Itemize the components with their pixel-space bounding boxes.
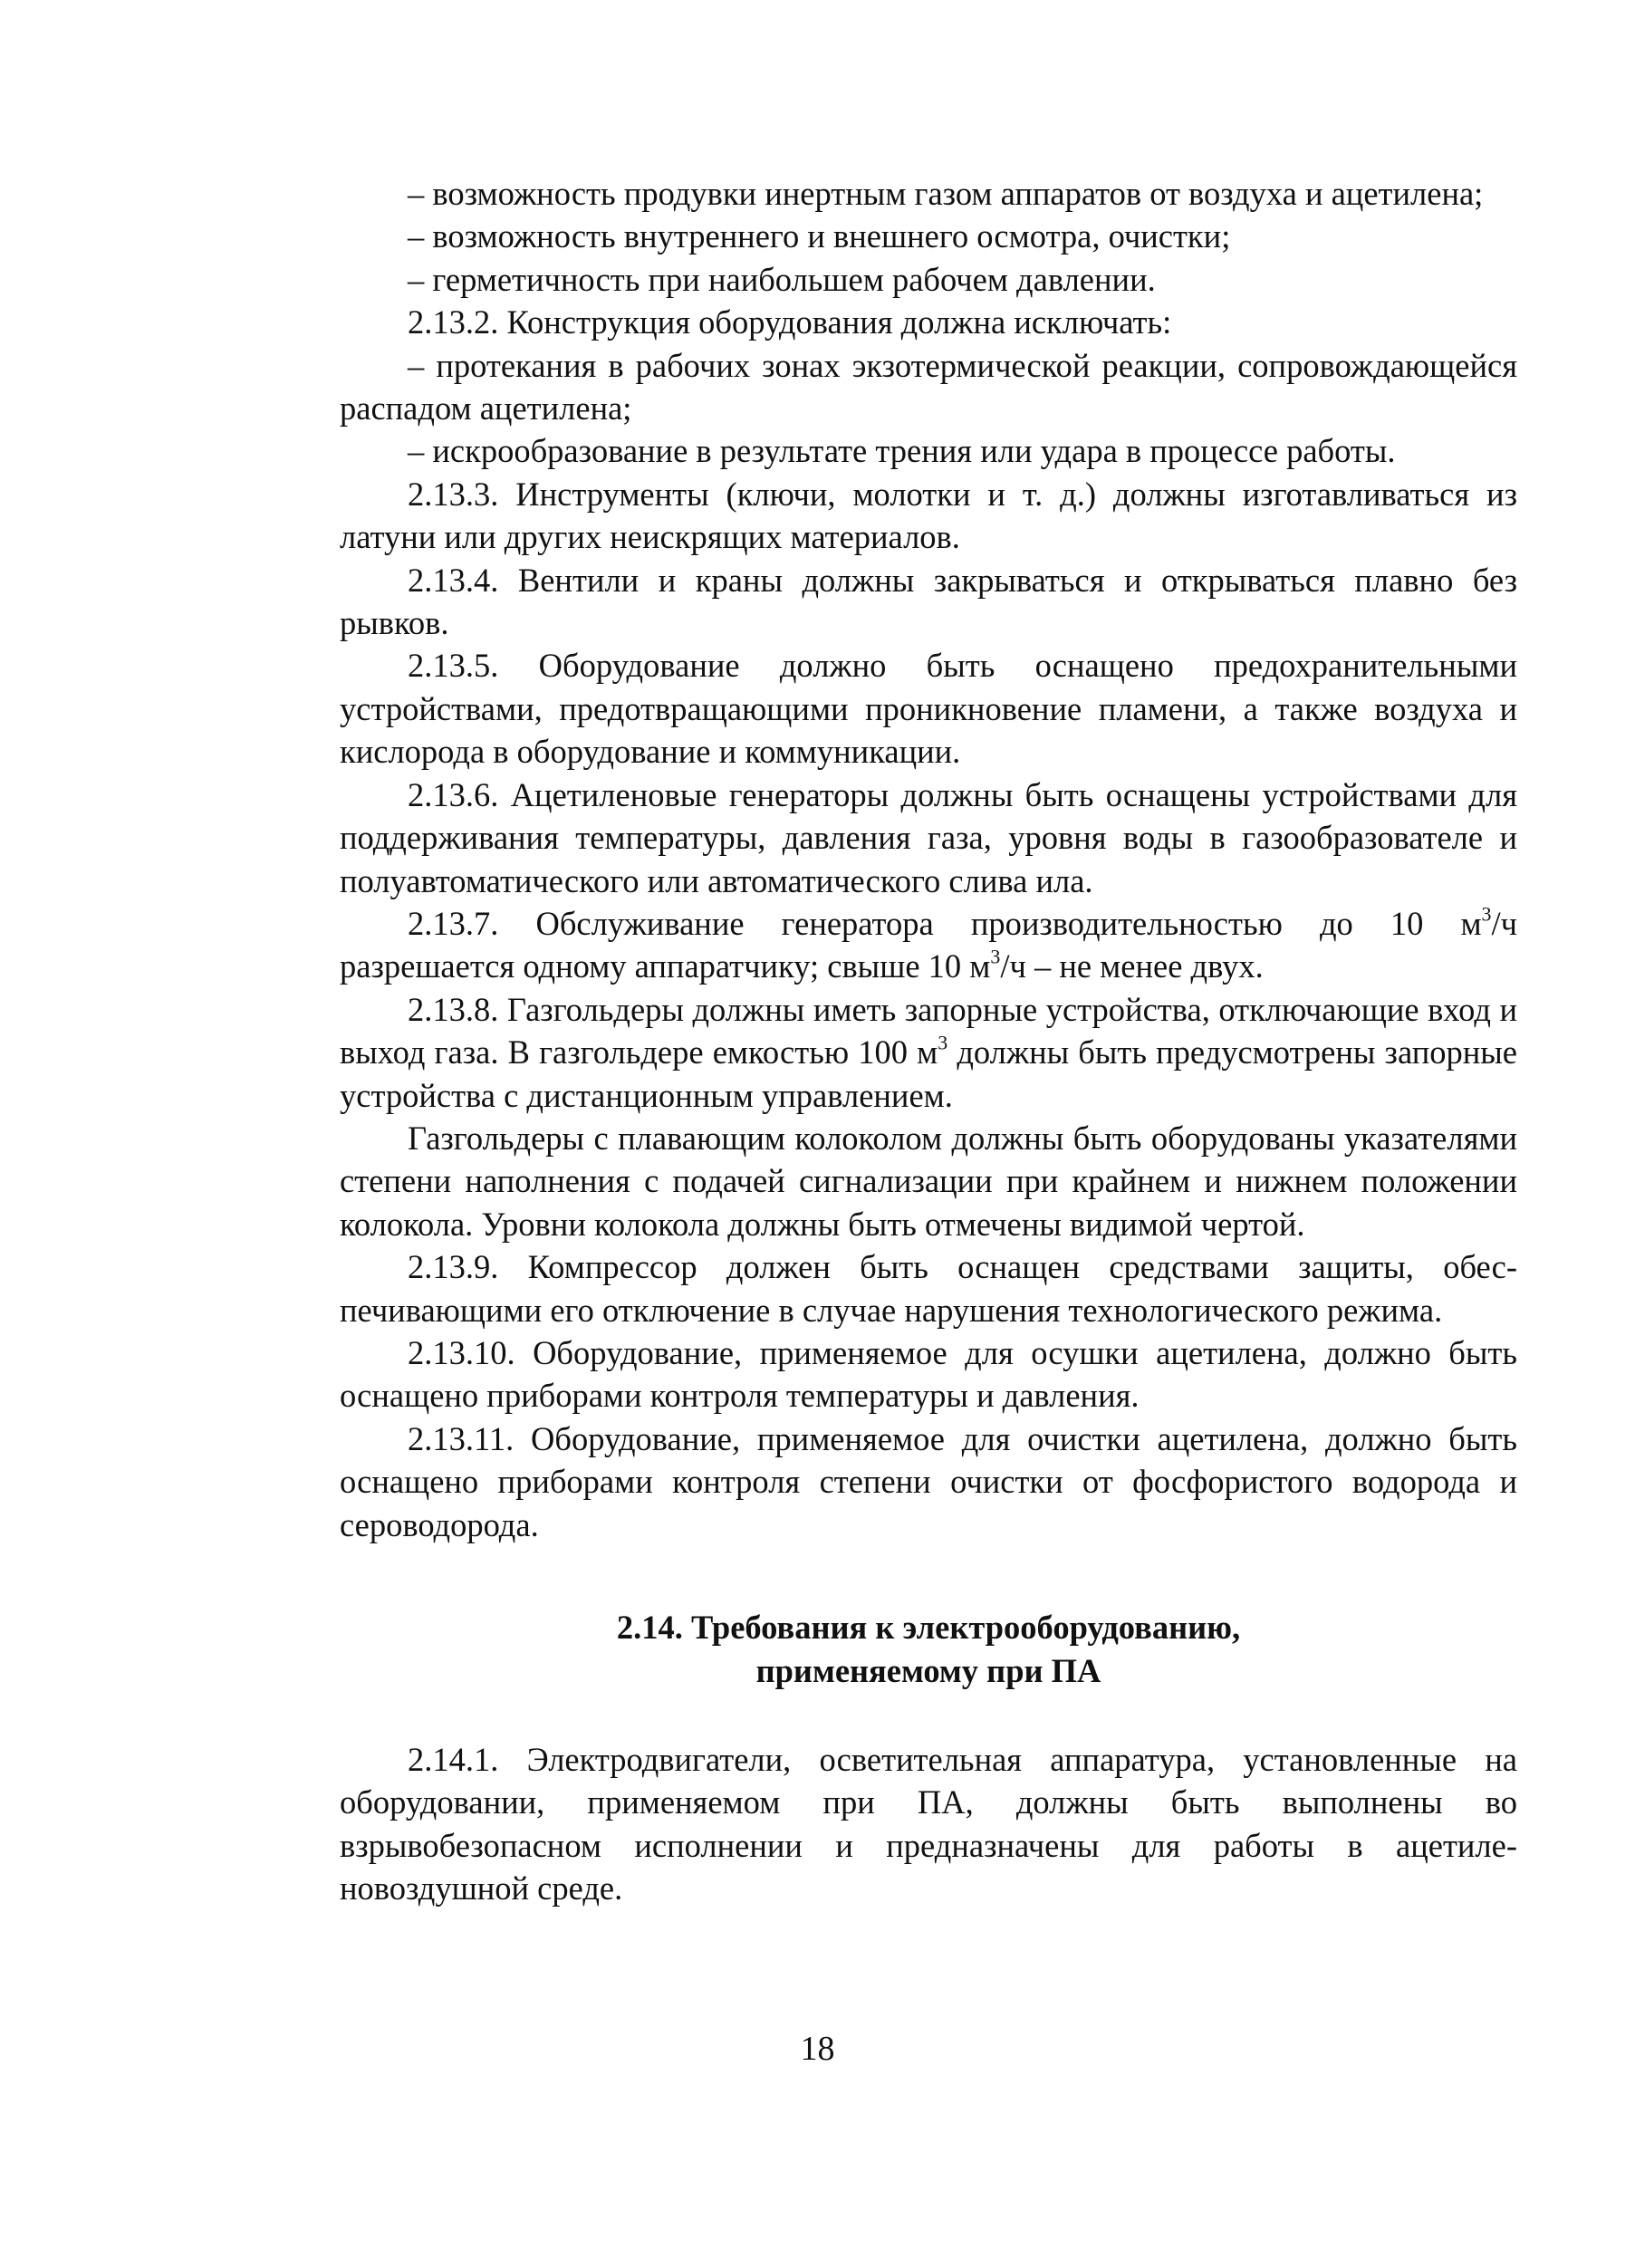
page-body [340,172,1517,1910]
paragraph-inspection: – возможность внутреннего и внешнего осмотра, очистки; [408,217,1231,255]
text-2-13-8-b: должны быть предусмотрены запорные устройства с дистанционным управлением. [340,1033,1517,1114]
paragraph-2-13-5: 2.13.5. Оборудование должно быть оснащено предохранительными устройствами, предотвращающими проникновение пламени, а также воздуха и кислорода в оборудование и коммуникации. [340,647,1517,771]
paragraph-2-13-2: 2.13.2. Конструкция оборудования должна исключать: [408,303,1172,341]
text-2-13-7-c: /ч – не менее двух. [1000,947,1264,985]
superscript-cubic-2: 3 [990,945,1001,968]
paragraph-2-13-4: 2.13.4. Вентили и краны должны закрываться и открываться плавно без рывков. [340,561,1517,642]
paragraph-2-13-7 [340,902,1517,988]
paragraph-sparking: – искрообразование в результате трения или удара в процессе работы. [408,432,1396,470]
section-heading-line-2: применяемому при ПА [755,1652,1101,1689]
paragraph-2-14-1: 2.14.1. Электродвигатели, осветительная аппаратура, установленные на оборудовании, применяемом при ПА, должны быть выполнены во взрывобезопасном исполнении и предназначены для работы в ацетиленовоздушной среде. [340,1741,1517,1908]
text-2-13-8-a: 2.13.8. Газгольдеры должны иметь запорные устройства, отключающие вход и выход газа. В газгольдере емкостью 100 м [340,990,1517,1072]
text-2-13-7-b: /ч разрешается одному аппаратчику; свыше 10 м [340,904,1517,985]
paragraph-tightness: – герметичность при наибольшем рабочем давлении. [408,260,1156,298]
paragraph-2-13-9: 2.13.9. Компрессор должен быть оснащен средствами защиты, обеспечивающими его отключение в случае нарушения технологического режима. [340,1248,1517,1329]
paragraph-2-13-3: 2.13.3. Инструменты (ключи, молотки и т. д.) должны изготавливаться из латуни или других неискрящих материалов. [340,475,1517,556]
paragraph-2-13-10: 2.13.10. Оборудование, применяемое для осушки ацетилена, должно быть оснащено приборами контроля температуры и давления. [340,1333,1517,1415]
page-number: 18 [800,2030,835,2068]
section-heading-2-14 [340,1606,1517,1693]
paragraph-gasholders-bell: Газгольдеры с плавающим колоколом должны быть оборудованы указателями степени наполнения с подачей сигнализации при крайнем и нижнем положении колокола. Уровни колокола должны быть отмечены видимой чертой. [340,1119,1517,1243]
paragraph-exothermic: – протекания в рабочих зонах экзотермической реакции, сопровождающейся распадом ацетилена; [340,346,1517,428]
superscript-cubic-3: 3 [938,1031,948,1054]
superscript-cubic-1: 3 [1481,902,1492,926]
text-2-13-7-a: 2.13.7. Обслуживание генератора производительностью до 10 м [408,904,1482,942]
paragraph-2-13-6: 2.13.6. Ацетиленовые генераторы должны быть оснащены устройствами для поддерживания температуры, давления газа, уровня воды в газообразователе и полуавтоматического или автоматического слива ила. [340,775,1517,899]
section-heading-line-1: 2.14. Требования к электрооборудованию, [616,1609,1241,1646]
paragraph-2-13-8 [340,988,1517,1117]
paragraph-2-13-11: 2.13.11. Оборудование, применяемое для очистки ацетилена, должно быть оснащено приборами контроля степени очистки от фосфористого водорода и сероводорода. [340,1419,1517,1543]
paragraph-purge: – возможность продувки инертным газом аппаратов от воздуха и ацетилена; [408,175,1484,212]
